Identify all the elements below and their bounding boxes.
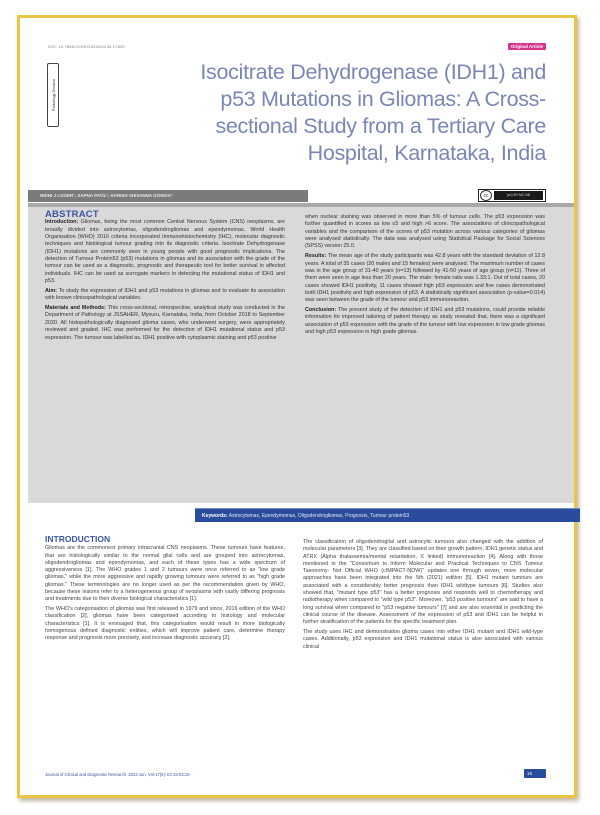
abstract-paragraph	[305, 307, 545, 336]
abstract-text: To study the expression of IDH1 and p53 mutations in gliomas and to evaluate its association with known clinicopathological variables.	[45, 287, 285, 302]
introduction-right-column	[303, 539, 543, 653]
keywords-text: Astrocytomas, Ependymomas, Oligodendrogliomas, Prognosis, Tumour protein53	[227, 513, 410, 519]
creative-commons-icon: cc	[480, 190, 492, 201]
body-paragraph: Gliomas are the commonest primary intracranial CNS neoplasms. These tumours have features, that are histologically similar to the normal glial cells and are grouped into astrocytomas, oligodendrogliomas and ependymomas, and each of these types has a wide spectrum of aggressiveness [1]. The WHO grades 1 and 2 tumours were once referred to as "low grade gliomas," while the more aggressive and rapidly growing tumours were referred to as "high grade gliomas." These terminologies are no longer used as per the recommendation given by WHO, because these lesions refer to a heterogeneous group of neoplasms with vastly differing prognosis and treatments due to their diverse biological characteristics [1].	[45, 545, 285, 603]
keywords-bar	[195, 508, 580, 522]
section-tag-label: Pathology Section	[50, 78, 56, 112]
author-bar: NIDHI J LOGER¹, SAPNA PATIL², HARISH SHIVANNA GOWDA³	[28, 190, 308, 202]
section-tag	[47, 63, 59, 127]
abstract-text: The present study of the detection of IDH1 and p53 mutations, could provide reliable information for improved tailoring of patient therapy as study revealed that, there was a significant association of p53 expression with the grade of the tumour with low expression in low grade gliomas and high p53 expression in high grade gliomas.	[305, 307, 545, 336]
abstract-label: Materials and Methods:	[45, 305, 106, 312]
introduction-heading: INTRODUCTION	[45, 534, 111, 544]
body-paragraph: The WHO's categorisation of gliomas was first released in 1979 and since, 2016 edition of the WHO classification [2], gliomas have been categorised according to histology and molecular characteristics [1]. It is envisaged that, this categorisation would result in more biologically homogenous defined diagnostic entities, which will improve patient care, determine therapy response and prognosis more precisely, and increase diagnostic accuracy [2].	[45, 606, 285, 642]
abstract-text: The mean age of the study participants was 42.8 years with the standard deviation of 12.8 years. A total of 35 cases (20 males and 15 females) were analysed. The maximum number of cases was in the age group of 31-40 years (n=13) followed by 41-50 years of age group (n=11). Three of them were seen in age less than 20 years. The male: female ratio was 1.33:1. Out of total cases, 20 cases showed IDH1 positivity, 11 cases showed high p53 expression and five cases demonstrated both IDH1 positivity and high expression of p53. A statistically significant association (p-value=0.014) was seen between the grade of the tumour and p53 immunoreaction.	[305, 253, 545, 304]
abstract-box	[28, 207, 574, 503]
page-number-badge: 15	[524, 769, 546, 778]
license-badge[interactable]	[478, 189, 546, 202]
abstract-label: Aim:	[45, 287, 57, 294]
license-label: (cc) BY-NC-ND	[494, 191, 543, 200]
body-paragraph: The classification of oligodendroglial and astrocytic tumours also changed with the addition of molecular parameters [3]. They are classified based on their growth pattern, IDH1 genetic status and ATRX (Alpha thalassemia/mental retardation, X linked) immunoreaction [4]. Along with those mentioned in the "Consortium to Inform Molecular and Practical Techniques to CNS Tumour Taxonomy- Not Official WHO (cIMPACT-NOW)" updates one through seven, more molecular approaches have been integrated into the 5th (2021) edition [5]. IDH1 mutant tumours are associated with a considerably better prognosis than IDH1 wildtype tumours [6]. Studies also showed that, "mutant type p53" has a better prognosis and responds well to chemotherapy and radiotherapy when compared to "wild type p53". Moreover, "p53 positive tumours" are said to have a long survival when compared to "p53 negative tumours" [7] and are also essential in predicting the clinical course of the disease. Assessment of the expression of p53 and IDH1 can be helpful in further stratification of the patients for the specific treatment plan.	[303, 539, 543, 626]
abstract-text: when nuclear staining was observed in more than 5% of tumour cells. The p53 expression was further quantified in scores as low ≤5 and high >6 score. The associations of clinicopathological variables and the comparison of the scores of p53 mutation across various categories of gliomas were analysed statistically. The data was analysed using Statistical Package for Social Sciences (SPSS) version 25.0.	[305, 214, 545, 250]
abstract-left-column	[45, 211, 285, 344]
abstract-text: This cross-sectional, retrospective, analytical study was conducted in the Department of Pathology at JSSAHER, Mysuru, Karnataka, India, from October 2018 to September 2020. All histopathologically diagnosed glioma cases, who underwent surgery, were appropriately reviewed and graded. IHC was performed for the detection of IDH1 mutational status and p53 expression. The tumour was labelled as, IDH1 positive with cytoplasmic staining and p53 positive	[45, 305, 285, 341]
abstract-right-column	[305, 214, 545, 339]
abstract-heading: ABSTRACT	[45, 209, 99, 220]
article-type-badge: Original Article	[508, 43, 546, 50]
article-page	[17, 15, 577, 798]
abstract-label: Results:	[305, 253, 327, 260]
article-title: Isocitrate Dehydrogenase (IDH1) and p53 Mutations in Gliomas: A Cross-sectional Study from a Tertiary Care Hospital, Karnataka, India	[200, 60, 546, 165]
abstract-paragraph	[305, 214, 545, 251]
body-paragraph: The study uses IHC and demonstration glioma cases into either IDH1 mutant and IDH1 wild-type cases. Additionally, p53 expression and IDH1 mutational status is also associated with various clinical	[303, 629, 543, 650]
keywords-label: Keywords:	[202, 513, 228, 519]
abstract-label: Conclusion:	[305, 307, 337, 314]
introduction-left-column	[45, 536, 285, 645]
abstract-paragraph	[45, 305, 285, 342]
abstract-label: Introduction:	[45, 219, 79, 226]
abstract-paragraph	[305, 253, 545, 304]
doi-line: DOI: 10.7860/JCDR/2023/61234.17839	[48, 44, 125, 49]
abstract-paragraph	[45, 288, 285, 303]
journal-citation: Journal of Clinical and Diagnostic Research. 2023 Jun, Vol-17(6): EC15-EC19	[45, 772, 190, 777]
abstract-paragraph	[45, 219, 285, 285]
abstract-text: Gliomas, being the most common Central Nervous System (CNS) neoplasms, are broadly divided into astrocytomas, oligodendrogliomas and ependymomas. World Health Organisation (WHO) 2016 criteria incorporated Immunohistochemistry (IHC), molecular diagnostic techniques and histological tumour grading into its diagnostic criteria. Isocitrate Dehydrogenase (IDH1) mutations are commonly seen in young people with good prognostic implications. The detection of Tumour Protein53 (p53) mutations in gliomas and its association with the grade of the tumour can be used as a diagnostic, prognostic and therapeutic tool for better survival in affected individuals. IHC can be used as surrogate markers in detecting the mutational status of IDH1 and p53.	[45, 219, 285, 285]
